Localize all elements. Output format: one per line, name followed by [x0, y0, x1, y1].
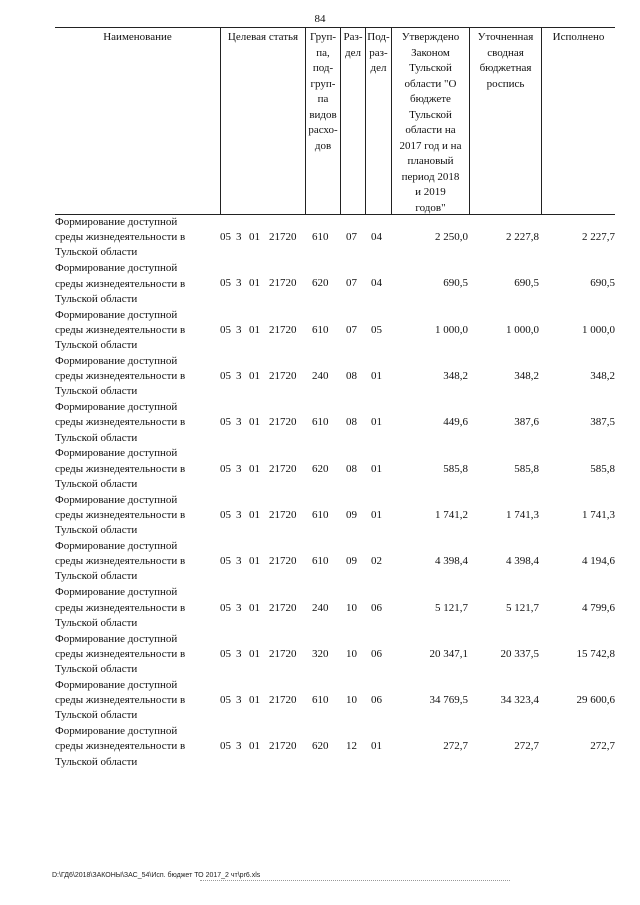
- cell-podrazdel: 02: [371, 555, 382, 568]
- row-name-line: среды жизнедеятельности в: [55, 416, 186, 429]
- target-article-part: 01: [249, 416, 260, 429]
- target-article-part: 01: [249, 508, 260, 521]
- header-name: Наименование: [103, 31, 172, 43]
- header-line: период 2018: [401, 170, 460, 183]
- target-article-part: 3: [236, 231, 242, 244]
- cell-podrazdel: 05: [371, 323, 382, 336]
- cell-podrazdel: 01: [371, 462, 382, 475]
- cell-revised: 34 323,4: [500, 694, 539, 707]
- row-name: [55, 493, 220, 539]
- target-article-part: 01: [249, 370, 260, 383]
- target-article-part: 05: [220, 462, 231, 475]
- target-article-part: 05: [220, 370, 231, 383]
- cell-approved: 585,8: [443, 462, 468, 475]
- cell-razdel: 07: [346, 277, 357, 290]
- target-article-part: 21720: [269, 694, 297, 707]
- cell-revised: 272,7: [514, 740, 539, 753]
- target-article-part: 01: [249, 231, 260, 244]
- cell-group: 240: [312, 601, 329, 614]
- header-line: области "О: [404, 77, 457, 90]
- cell-razdel: 12: [346, 740, 357, 753]
- cell-group: 240: [312, 370, 329, 383]
- target-article-part: 01: [249, 601, 260, 614]
- cell-razdel: 08: [346, 370, 357, 383]
- page-number: 84: [314, 13, 326, 25]
- cell-podrazdel: 01: [371, 508, 382, 521]
- table-row: [55, 585, 615, 631]
- header-approved: [392, 28, 469, 214]
- target-article-part: 21720: [269, 601, 297, 614]
- row-name-line: среды жизнедеятельности в: [55, 694, 186, 707]
- target-article-part: 05: [220, 647, 231, 660]
- table-row: [55, 539, 615, 585]
- row-name: [55, 308, 220, 354]
- header-line: бюджетная: [479, 62, 532, 74]
- row-name-line: Тульской области: [55, 339, 138, 351]
- row-name-line: Формирование доступной: [55, 401, 178, 414]
- row-name-line: Формирование доступной: [55, 216, 178, 228]
- table-row: [55, 400, 615, 446]
- header-line: 2017 год и на: [399, 139, 462, 152]
- header-line: роспись: [486, 77, 525, 90]
- cell-approved: 1 000,0: [435, 323, 468, 336]
- row-name: [55, 724, 220, 770]
- table-row: [55, 632, 615, 678]
- cell-executed: 348,2: [590, 370, 615, 383]
- header-line: Под-: [367, 31, 390, 43]
- header-target-article: Целевая статья: [227, 31, 299, 43]
- row-name-line: среды жизнедеятельности в: [55, 601, 186, 614]
- row-name-line: Тульской области: [55, 616, 138, 629]
- cell-razdel: 09: [346, 508, 357, 521]
- cell-group: 610: [312, 508, 329, 521]
- header-group: [306, 28, 340, 214]
- header-line: и 2019: [415, 186, 446, 198]
- row-name: [55, 354, 220, 400]
- cell-executed: 387,5: [590, 416, 615, 429]
- header-line: Тульской: [409, 62, 452, 74]
- cell-approved: 4 398,4: [435, 555, 468, 568]
- header-line: видов: [309, 108, 337, 121]
- row-name-line: Тульской области: [55, 431, 138, 444]
- cell-podrazdel: 01: [371, 416, 382, 429]
- row-name-line: среды жизнедеятельности в: [55, 231, 186, 244]
- cell-group: 620: [312, 277, 329, 290]
- cell-podrazdel: 01: [371, 370, 382, 383]
- cell-group: 610: [312, 323, 329, 336]
- row-name: [55, 585, 220, 631]
- row-name-line: Тульской области: [55, 246, 138, 259]
- target-article-part: 3: [236, 508, 242, 521]
- target-article-part: 01: [249, 277, 260, 290]
- cell-revised: 585,8: [514, 462, 539, 475]
- target-article-part: 21720: [269, 462, 297, 475]
- header-line: сводная: [487, 46, 524, 59]
- cell-podrazdel: 04: [371, 231, 382, 244]
- target-article-part: 05: [220, 323, 231, 336]
- header-line: дов: [314, 139, 332, 152]
- cell-approved: 2 250,0: [435, 231, 468, 244]
- target-article-part: 21720: [269, 740, 297, 753]
- cell-razdel: 08: [346, 416, 357, 429]
- cell-approved: 20 347,1: [429, 647, 468, 660]
- cell-executed: 4 194,6: [582, 555, 615, 568]
- row-name-line: Тульской области: [55, 292, 138, 305]
- target-article-part: 3: [236, 647, 242, 660]
- cell-podrazdel: 01: [371, 740, 382, 753]
- target-article-part: 01: [249, 555, 260, 568]
- header-line: расхо-: [308, 124, 338, 136]
- target-article-part: 21720: [269, 231, 297, 244]
- table-row: [55, 308, 615, 354]
- cell-group: 610: [312, 416, 329, 429]
- target-article-part: 05: [220, 601, 231, 614]
- header-line: под-: [312, 62, 334, 74]
- table-body: [55, 215, 615, 771]
- cell-revised: 1 000,0: [506, 323, 539, 336]
- row-name-line: Тульской области: [55, 755, 138, 768]
- target-article-part: 01: [249, 462, 260, 475]
- row-name-line: среды жизнедеятельности в: [55, 508, 186, 521]
- target-article-part: 21720: [269, 508, 297, 521]
- header-line: па: [317, 93, 329, 105]
- row-name-line: Формирование доступной: [55, 586, 178, 599]
- target-article-part: 05: [220, 694, 231, 707]
- cell-podrazdel: 06: [371, 647, 382, 660]
- target-article-part: 3: [236, 277, 242, 290]
- target-article-part: 01: [249, 740, 260, 753]
- target-article-part: 3: [236, 555, 242, 568]
- target-article-part: 21720: [269, 370, 297, 383]
- cell-razdel: 10: [346, 601, 357, 614]
- header-line: дел: [345, 46, 361, 59]
- cell-podrazdel: 06: [371, 694, 382, 707]
- row-name-line: Тульской области: [55, 709, 138, 722]
- table-header: [55, 27, 615, 215]
- cell-approved: 5 121,7: [435, 601, 468, 614]
- row-name-line: Формирование доступной: [55, 262, 178, 275]
- row-name: [55, 261, 220, 307]
- header-line: Груп-: [309, 31, 337, 43]
- header-line: Уточненная: [477, 31, 534, 43]
- target-article-part: 21720: [269, 647, 297, 660]
- row-name: [55, 215, 220, 261]
- row-name-line: среды жизнедеятельности в: [55, 277, 186, 290]
- cell-razdel: 07: [346, 231, 357, 244]
- target-article-part: 3: [236, 694, 242, 707]
- target-article-part: 01: [249, 694, 260, 707]
- cell-revised: 5 121,7: [506, 601, 539, 614]
- header-line: годов": [415, 201, 446, 214]
- row-name-line: среды жизнедеятельности в: [55, 740, 186, 753]
- target-article-part: 05: [220, 231, 231, 244]
- header-line: бюджете: [410, 93, 451, 105]
- cell-executed: 272,7: [590, 740, 615, 753]
- row-name-line: Формирование доступной: [55, 540, 178, 553]
- cell-approved: 272,7: [443, 740, 468, 753]
- cell-podrazdel: 04: [371, 277, 382, 290]
- target-article-part: 3: [236, 462, 242, 475]
- cell-executed: 15 742,8: [576, 647, 615, 660]
- target-article-part: 05: [220, 740, 231, 753]
- row-name: [55, 678, 220, 724]
- row-name: [55, 446, 220, 492]
- row-name-line: среды жизнедеятельности в: [55, 647, 186, 660]
- cell-executed: 585,8: [590, 462, 615, 475]
- cell-razdel: 10: [346, 694, 357, 707]
- header-section: [341, 28, 365, 214]
- cell-executed: 29 600,6: [576, 694, 615, 707]
- header-revised: [470, 28, 541, 214]
- row-name-line: Тульской области: [55, 524, 138, 537]
- cell-razdel: 08: [346, 462, 357, 475]
- file-path-footer: D:\ГД6\2018\ЗАКОНЫ\ЗАС_54\Исп. бюджет ТО 2017_2 чт\pr6.xls: [52, 872, 261, 879]
- row-name-line: Формирование доступной: [55, 493, 178, 506]
- row-name: [55, 400, 220, 446]
- cell-razdel: 10: [346, 647, 357, 660]
- cell-group: 620: [312, 462, 329, 475]
- cell-razdel: 09: [346, 555, 357, 568]
- cell-group: 610: [312, 231, 329, 244]
- cell-approved: 1 741,2: [435, 508, 468, 521]
- header-executed: Исполнено: [552, 31, 605, 43]
- header-line: области на: [405, 124, 456, 136]
- cell-revised: 690,5: [514, 277, 539, 290]
- row-name-line: Формирование доступной: [55, 354, 178, 367]
- table-row: [55, 354, 615, 400]
- footer-divider: [200, 880, 510, 882]
- cell-executed: 2 227,7: [582, 231, 615, 244]
- header-line: Раз-: [343, 31, 363, 43]
- header-line: па,: [316, 46, 330, 59]
- target-article-part: 21720: [269, 416, 297, 429]
- row-name: [55, 539, 220, 585]
- cell-revised: 2 227,8: [506, 231, 539, 244]
- cell-group: 610: [312, 694, 329, 707]
- header-line: Законом: [411, 46, 450, 59]
- cell-approved: 34 769,5: [429, 694, 468, 707]
- target-article-part: 3: [236, 416, 242, 429]
- cell-approved: 449,6: [443, 416, 468, 429]
- header-line: раз-: [369, 46, 388, 59]
- row-name-line: среды жизнедеятельности в: [55, 323, 186, 336]
- header-line: плановый: [407, 155, 454, 167]
- header-line: груп-: [310, 77, 336, 90]
- target-article-part: 21720: [269, 323, 297, 336]
- cell-executed: 4 799,6: [582, 601, 615, 614]
- cell-executed: 690,5: [590, 277, 615, 290]
- table-row: [55, 678, 615, 724]
- cell-revised: 387,6: [514, 416, 539, 429]
- cell-executed: 1 741,3: [582, 508, 615, 521]
- target-article-part: 3: [236, 370, 242, 383]
- row-name: [55, 632, 220, 678]
- row-name-line: Формирование доступной: [55, 308, 178, 321]
- row-name-line: Тульской области: [55, 570, 138, 583]
- cell-razdel: 07: [346, 323, 357, 336]
- cell-group: 610: [312, 555, 329, 568]
- cell-approved: 348,2: [443, 370, 468, 383]
- cell-group: 620: [312, 740, 329, 753]
- row-name-line: Формирование доступной: [55, 725, 178, 738]
- cell-revised: 20 337,5: [500, 647, 539, 660]
- row-name-line: Формирование доступной: [55, 447, 178, 460]
- cell-revised: 348,2: [514, 370, 539, 383]
- header-line: Тульской: [409, 108, 452, 121]
- table-row: [55, 446, 615, 492]
- target-article-part: 21720: [269, 277, 297, 290]
- cell-revised: 1 741,3: [506, 508, 539, 521]
- target-article-part: 05: [220, 508, 231, 521]
- row-name-line: среды жизнедеятельности в: [55, 370, 186, 383]
- row-name-line: Тульской области: [55, 663, 138, 676]
- row-name-line: среды жизнедеятельности в: [55, 462, 186, 475]
- header-subsection: [366, 28, 391, 214]
- target-article-part: 3: [236, 740, 242, 753]
- row-name-line: среды жизнедеятельности в: [55, 555, 186, 568]
- cell-revised: 4 398,4: [506, 555, 539, 568]
- table-row: [55, 215, 615, 261]
- target-article-part: 01: [249, 323, 260, 336]
- cell-executed: 1 000,0: [582, 323, 615, 336]
- target-article-part: 3: [236, 601, 242, 614]
- table-row: [55, 261, 615, 307]
- target-article-part: 05: [220, 555, 231, 568]
- header-line: дел: [370, 62, 387, 74]
- row-name-line: Формирование доступной: [55, 678, 178, 691]
- row-name-line: Тульской области: [55, 477, 138, 490]
- target-article-part: 01: [249, 647, 260, 660]
- cell-group: 320: [312, 647, 329, 660]
- target-article-part: 05: [220, 277, 231, 290]
- target-article-part: 3: [236, 323, 242, 336]
- row-name-line: Формирование доступной: [55, 632, 178, 645]
- target-article-part: 05: [220, 416, 231, 429]
- table-row: [55, 724, 615, 770]
- cell-approved: 690,5: [443, 277, 468, 290]
- row-name-line: Тульской области: [55, 385, 138, 398]
- header-line: Утверждено: [401, 31, 460, 43]
- cell-podrazdel: 06: [371, 601, 382, 614]
- target-article-part: 21720: [269, 555, 297, 568]
- table-row: [55, 493, 615, 539]
